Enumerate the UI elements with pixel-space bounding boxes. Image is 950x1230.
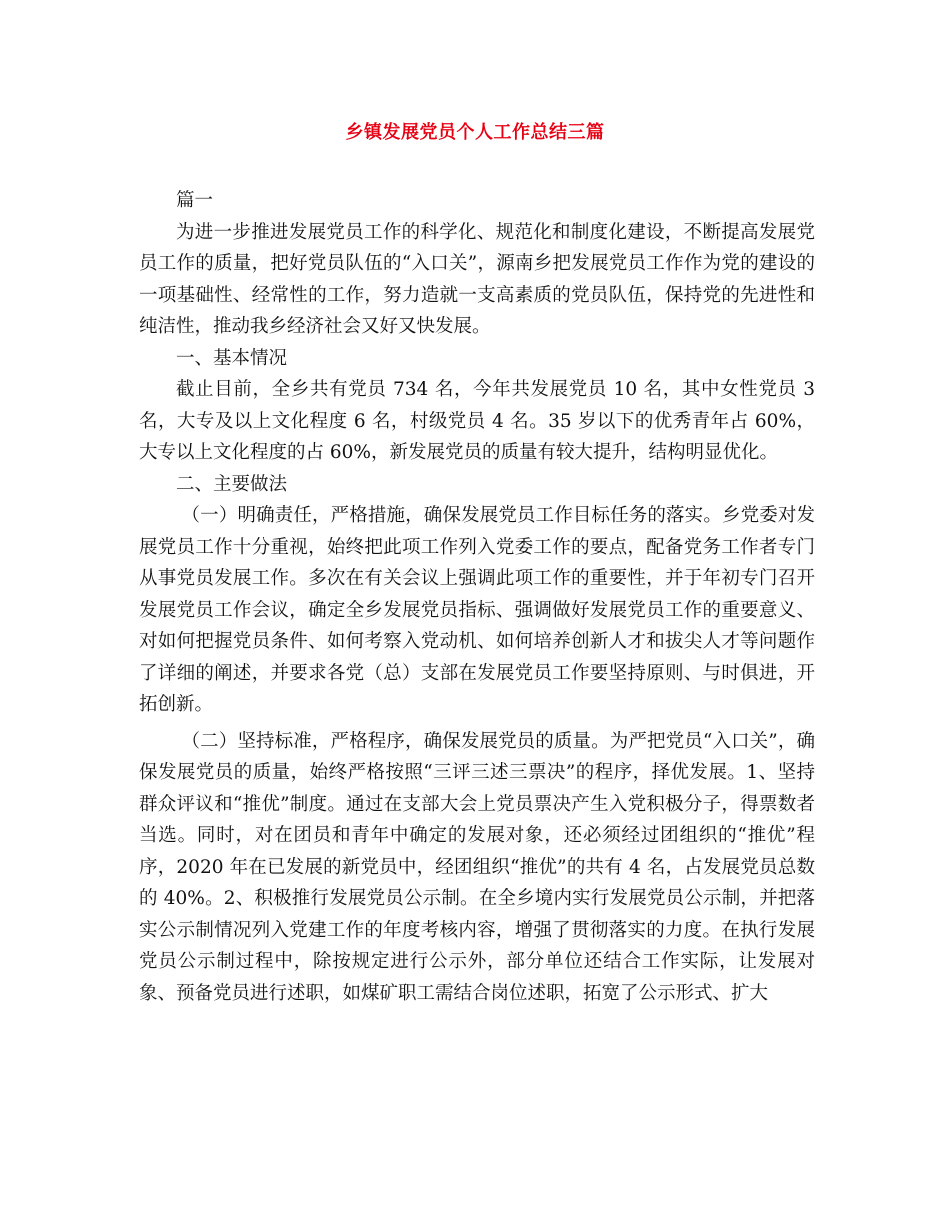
heading-basic-info: 一、基本情况 — [176, 347, 288, 369]
heading-main-practices: 二、主要做法 — [176, 473, 288, 495]
basic-info-paragraph: 截止目前，全乡共有党员 734 名，今年共发展党员 10 名，其中女性党员 3 名，大专及以上文化程度 6 名，村级党员 4 名。35 岁以下的优秀青年占 60%，大专以上文化程度的占 60%，新发展党员的质量有较大提升，结构明显优化。 — [139, 379, 815, 463]
document-body — [139, 185, 815, 1009]
practice-1-paragraph: （一）明确责任，严格措施，确保发展党员工作目标任务的落实。乡党委对发展党员工作十分重视，始终把此项工作列入党委工作的要点，配备党务工作者专门从事党员发展工作。多次在有关会议上强调此项工作的重要性，并于年初专门召开发展党员工作会议，确定全乡发展党员指标、强调做好发展党员工作的重要意义、对如何把握党员条件、如何考察入党动机、如何培养创新人才和拔尖人才等问题作了详细的阐述，并要求各党（总）支部在发展党员工作要坚持原则、与时俱进，开拓创新。 — [139, 505, 815, 715]
practice-2-paragraph: （二）坚持标准，严格程序，确保发展党员的质量。为严把党员“入口关”，确保发展党员的质量，始终严格按照“三评三述三票决”的程序，择优发展。1、坚持群众评议和“推优”制度。通过在支部大会上党员票决产生入党积极分子，得票数者当选。同时，对在团员和青年中确定的发展对象，还必须经过团组织的“推优”程序，2020 年在已发展的新党员中，经团组织“推优”的共有 4 名，占发展党员总数的 40%。2、积极推行发展党员公示制。在全乡境内实行发展党员公示制，并把落实公示制情况列入党建工作的年度考核内容，增强了贯彻落实的力度。在执行发展党员公示制过程中，除按规定进行公示外，部分单位还结合工作实际，让发展对象、预备党员进行述职，如煤矿职工需结合岗位述职，拓宽了公示形式、扩大 — [139, 730, 815, 1004]
section-label: 篇一 — [176, 190, 214, 211]
document-title: 乡镇发展党员个人工作总结三篇 — [345, 122, 605, 143]
intro-paragraph: 为进一步推进发展党员工作的科学化、规范化和制度化建设，不断提高发展党员工作的质量，把好党员队伍的“入口关”，源南乡把发展党员工作作为党的建设的一项基础性、经常性的工作，努力造就一支高素质的党员队伍，保持党的先进性和纯洁性，推动我乡经济社会又好又快发展。 — [139, 221, 815, 337]
